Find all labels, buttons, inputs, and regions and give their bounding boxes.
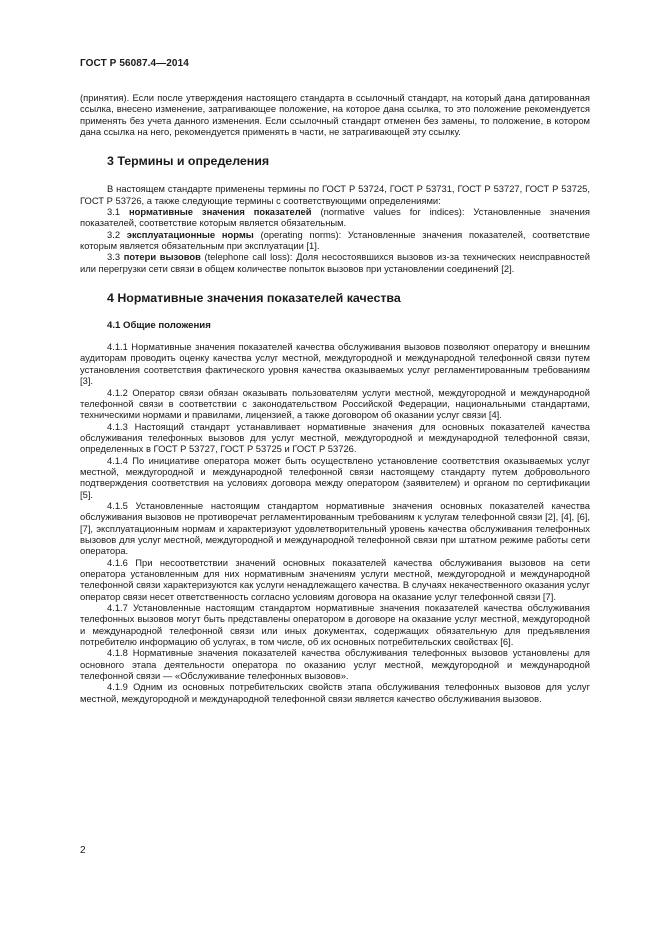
clause-4-1-3: 4.1.3 Настоящий стандарт устанавливает нормативные значения для основных показателей качества обслуживания телефонных вызовов для услуг местной, междугородной и международной телефонной связи, определенных в ГОСТ Р 53727, ГОСТ Р 53725 и ГОСТ Р 53726. — [80, 420, 590, 455]
term-definition: (telephone call loss): Доля несостоявшихся вызовов из-за технических неисправностей или перегрузки сети связи в общем количестве попыток вызовов при установлении соединений [2]. — [80, 251, 590, 274]
term-number: 3.2 — [107, 228, 121, 240]
page-content — [80, 92, 590, 704]
clause-4-1-8: 4.1.8 Нормативные значения показателей качества обслуживания телефонных вызовов установлены для основного этапа деятельности оператора по оказанию услуг местной, междугородной и международной телефонной связи — «Обслуживание телефонных вызовов». — [80, 647, 590, 682]
standard-header: ГОСТ Р 56087.4—2014 — [80, 58, 189, 69]
section-3-heading: 3 Термины и определения — [107, 154, 270, 169]
clause-4-1-9: 4.1.9 Одним из основных потребительских свойств этапа обслуживания телефонных вызовов для услуг местной, междугородной и международной телефонной связи является качество обслуживания вызовов. — [80, 681, 590, 704]
term-definition: (operating norms): Установленные значения показателей, соответствие которым является обязательным при эксплуатации [1]. — [80, 228, 591, 252]
clause-4-1-1: 4.1.1 Нормативные значения показателей качества обслуживания вызовов позволяют оператору и внешним аудиторам проводить оценку качества услуг местной, междугородной и международной телефонной связи путем установления соответствия фактического уровня качества оказываемых услуг регламентированным требованиям [3]. — [80, 341, 590, 387]
clause-4-1-5: 4.1.5 Установленные настоящим стандартом нормативные значения основных показателей качества обслуживания вызовов не противоречат регламентированным требованиям к услугам телефонной связи [2], [4], [6], [7], эксплуатационным нормам и характеризуют удовлетворительный уровень качества обслуживания телефонных вызовов для услуг местной, междугородной и международной телефонной связи при штатном режиме работы сети оператора. — [80, 499, 590, 557]
term-title: эксплуатационные нормы — [126, 228, 254, 240]
section-3-intro: В настоящем стандарте применены термины по ГОСТ Р 53724, ГОСТ Р 53731, ГОСТ Р 53727, ГОСТ Р 53725, ГОСТ Р 53726, а также следующие термины с соответствующими определениями: — [80, 183, 590, 206]
term-number: 3.1 — [107, 206, 121, 218]
clause-4-1-6: 4.1.6 При несоответствии значений основных показателей качества обслуживания вызовов на сети оператора установленным для них нормативным значениям услуги местной, междугородной и международной телефонной связи характеризуются как услуги ненадлежащего качества. В случаях некачественного оказания услуг оператор связи несет ответственность согласно условиям договора на оказание услуг телефонной связи [7]. — [80, 556, 590, 602]
term-3-1 — [80, 206, 590, 229]
page-number: 2 — [80, 845, 86, 856]
subsection-4-1-heading: 4.1 Общие положения — [107, 320, 211, 332]
clause-4-1-2: 4.1.2 Оператор связи обязан оказывать пользователям услуги местной, междугородной и международной телефонной связи в соответствии с законодательством Российской Федерации, национальными стандартами, техническими нормами и правилами, лицензией, а также договором об оказании услуг связи [4]. — [80, 386, 590, 421]
clause-4-1-7: 4.1.7 Установленные настоящим стандартом нормативные значения показателей качества обслуживания телефонных вызовов могут быть представлены оператором в договоре на оказание услуг местной, междугородной и международной телефонной связи или иных документах, содержащих обязательную для предъявления потребителю информацию об услугах, в том числе, об их основных потребительских свойствах [6]. — [80, 602, 590, 648]
term-number: 3.3 — [107, 251, 121, 263]
term-3-2 — [80, 229, 590, 252]
term-title: потери вызовов — [123, 251, 201, 263]
intro-paragraph: (принятия). Если после утверждения настоящего стандарта в ссылочный стандарт, на который дана датированная ссылка, внесено изменение, затрагивающее положение, на которое дана ссылка, то это положение рекомендуется применять без учета данного изменения. Если ссылочный стандарт отменен без замены, то положение, в котором дана ссылка на него, рекомендуется применять в части, не затрагивающей эту ссылку. — [80, 92, 590, 138]
term-definition: (normative values for indices): Установленные значения показателей, соответствие которым является обязательным. — [80, 206, 590, 229]
clause-4-1-4: 4.1.4 По инициативе оператора может быть осуществлено установление соответствия оказываемых услуг местной, междугородной и международной телефонной связи настоящему стандарту путем добровольного подтверждения соответствия на условиях договора между оператором (заявителем) и органом по сертификации [5]. — [80, 454, 590, 500]
section-4-heading: 4 Нормативные значения показателей качества — [107, 291, 401, 306]
term-title: нормативные значения показателей — [128, 206, 312, 218]
term-3-3 — [80, 251, 590, 274]
